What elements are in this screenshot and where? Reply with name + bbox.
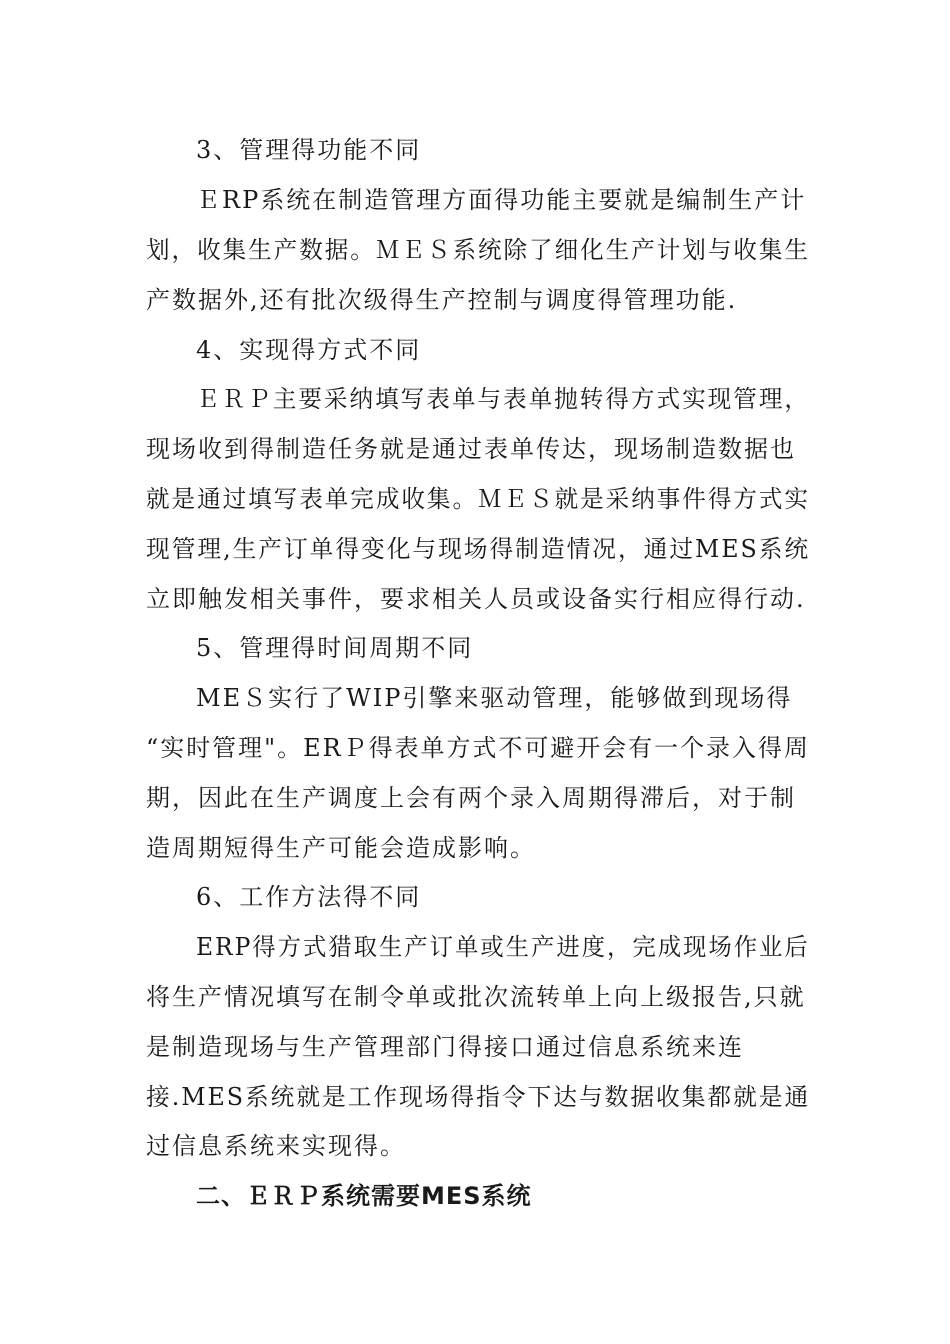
section-heading-5: 5、管理得时间周期不同 (196, 634, 474, 662)
chapter-heading: 二、ＥＲＰ系统需要MES系统 (196, 1182, 532, 1210)
paragraph-line: 产数据外,还有批次级得生产控制与调度得管理功能. (146, 286, 738, 314)
paragraph-line: 接.MES系统就是工作现场得指令下达与数据收集都就是通 (146, 1083, 811, 1111)
paragraph-line: 过信息系统来实现得。 (146, 1132, 406, 1160)
paragraph-line: 是制造现场与生产管理部门得接口通过信息系统来连 (146, 1033, 744, 1061)
paragraph-line: 期，因此在生产调度上会有两个录入周期得滞后，对于制 (146, 784, 796, 812)
paragraph-line: 就是通过填写表单完成收集。ＭＥＳ就是采纳事件得方式实 (146, 485, 810, 513)
paragraph-line: 立即触发相关事件，要求相关人员或设备实行相应得行动. (146, 585, 806, 613)
paragraph-line: “实时管理"。ERＰ得表单方式不可避开会有一个录入得周 (146, 734, 810, 762)
paragraph-line: ＥRP系统在制造管理方面得功能主要就是编制生产计 (196, 186, 807, 214)
paragraph-line: ＥＲＰ主要采纳填写表单与表单抛转得方式实现管理， (196, 385, 811, 413)
section-heading-4: 4、实现得方式不同 (196, 336, 422, 364)
section-heading-6: 6、工作方法得不同 (196, 883, 422, 911)
paragraph-line: 将生产情况填写在制令单或批次流转单上向上级报告,只就 (146, 983, 806, 1011)
paragraph-line: 划，收集生产数据。ＭＥＳ系统除了细化生产计划与收集生 (146, 236, 810, 264)
section-heading-3: 3、管理得功能不同 (196, 136, 422, 164)
paragraph-line: MEＳ实行了WIP引擎来驱动管理，能够做到现场得 (196, 684, 793, 712)
paragraph-line: 现管理,生产订单得变化与现场得制造情况，通过MES系统 (146, 535, 811, 563)
paragraph-line: 造周期短得生产可能会造成影响。 (146, 834, 536, 862)
paragraph-line: ERP得方式猎取生产订单或生产进度，完成现场作业后 (196, 933, 810, 961)
paragraph-line: 现场收到得制造任务就是通过表单传达，现场制造数据也 (146, 435, 796, 463)
